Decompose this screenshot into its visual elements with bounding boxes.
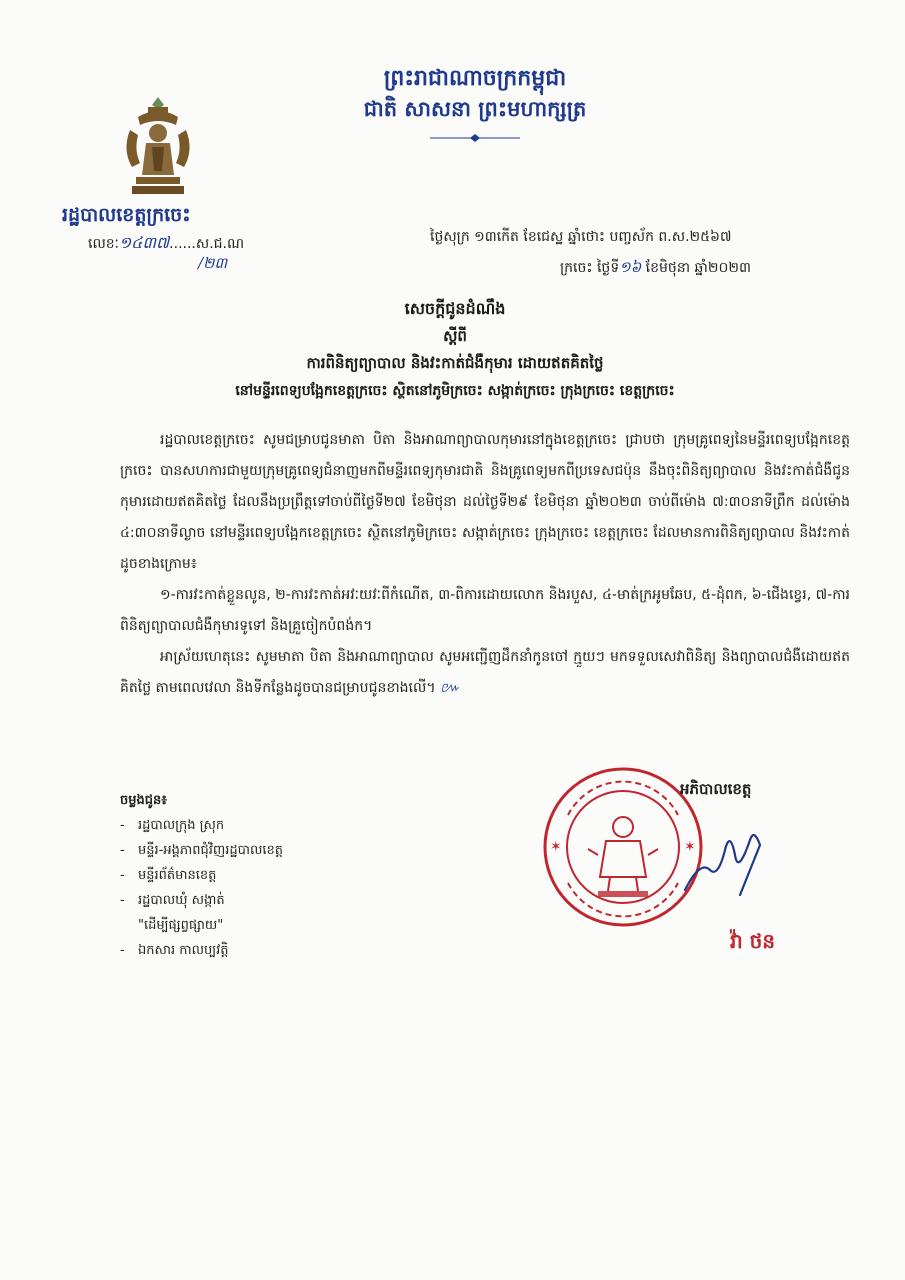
copy-to-item: - មន្ទីរ-អង្គភាពជុំវិញរដ្ឋបាលខេត្ត [120,843,283,858]
about-label: ស្តីពី [443,327,467,345]
ref-suffix: ......ស.ជ.ណ [169,236,245,252]
kingdom-name: ព្រះរាជាណាចក្រកម្ពុជា [383,65,567,91]
letterhead [270,62,680,146]
notice-title-block [60,295,850,405]
handwritten-signature-icon [680,820,770,900]
body-paragraph-3 [120,642,850,704]
document-type: សេចក្តីជូនដំណឹង [404,299,506,318]
ref-number: ១៤៣៧ [118,233,170,252]
copy-to-list [120,788,420,963]
end-mark: ៚ [440,680,460,696]
ref-year: /២៣ [198,254,228,272]
signatory-name: វ៉ា ថន [730,929,776,953]
royal-emblem-icon [118,95,198,200]
svg-text:✶: ✶ [550,839,562,855]
issuer-name: រដ្ឋបាលខេត្តក្រចេះ [62,204,191,226]
solar-date-prefix: ក្រចេះ ថ្ងៃទី [560,260,620,276]
body-paragraph-1: រដ្ឋបាលខេត្តក្រចេះ សូមជម្រាបជូនមាតា បិតា និងអាណាព្យាបាលកុមារនៅក្នុងខេត្តក្រចេះ ជ្រាបថា ក្រុមគ្រូពេទ្យនៃមន្ទីរពេទ្យបង្អែកខេត្តក្រចេះ បានសហការជាមួយក្រុមគ្រូពេទ្យជំនាញមកពីមន្ទីរពេទ្យកុមារជាតិ និងគ្រូពេទ្យមកពីប្រទេសជប៉ុន នឹងចុះពិនិត្យព្យាបាល និងវះកាត់ជំងឺជូនកុមារដោយឥតគិតថ្លៃ ដែលនឹងប្រព្រឹត្តទៅចាប់ពីថ្ងៃទី២៧ ខែមិថុនា ដល់ថ្ងៃទី២៩ ខែមិថុនា ឆ្នាំ២០២៣ ចាប់ពីម៉ោង ៧:៣០នាទីព្រឹក ដល់ម៉ោង ៤:៣០នាទីល្ងាច នៅមន្ទីរពេទ្យបង្អែកខេត្តក្រចេះ ស្ថិតនៅភូមិក្រចេះ សង្កាត់ក្រចេះ ក្រុងក្រចេះ ខេត្តក្រចេះ ដែលមានការពិនិត្យព្យាបាល និងវះកាត់ដូចខាងក្រោម៖ [120,432,850,572]
copy-to-item: - រដ្ឋបាលក្រុង ស្រុក [120,818,225,833]
copy-to-item: - ឯកសារ កាលប្បវត្តិ [120,943,229,958]
solar-day: ១៦ [619,258,642,276]
reference-number [88,232,318,272]
body-paragraph-3-text: អាស្រ័យហេតុនេះ សូមមាតា បិតា និងអាណាព្យាបាល សូមអញ្ជើញដឹកនាំកូនចៅ ក្មួយៗ មកទទួលសេវាពិនិត្យ និងព្យាបាលជំងឺដោយឥតគិតថ្លៃ តាមពេលវេលា និងទីកន្លែងដូចបានជម្រាបជូនខាងលើ។ [120,649,850,696]
solar-date [430,252,870,283]
lunar-date: ថ្ងៃសុក្រ ១៣កើត ខែជេស្ឋ ឆ្នាំថោះ បញ្ចស័ក ព.ស.២៥៦៧ [430,229,732,245]
copy-to-item: - រដ្ឋបាលឃុំ សង្កាត់ [120,893,225,908]
national-motto: ជាតិ សាសនា ព្រះមហាក្សត្រ [363,96,587,121]
subject-line-2: នៅមន្ទីរពេទ្យបង្អែកខេត្តក្រចេះ ស្ថិតនៅភូមិក្រចេះ សង្កាត់ក្រចេះ ក្រុងក្រចេះ ខេត្តក្រចេះ [235,383,675,399]
copy-to-note: "ដើម្បីផ្សព្វផ្សាយ" [138,918,224,933]
solar-date-suffix: ខែមិថុនា ឆ្នាំ២០២៣ [641,260,751,276]
ref-prefix: លេខៈ [88,236,119,252]
copy-to-heading: ចម្លងជូន៖ [120,793,167,808]
date-block [430,222,870,283]
subject-line-1: ការពិនិត្យព្យាបាល និងវះកាត់ជំងឺកុមារ ដោយឥតគិតថ្លៃ [306,354,604,372]
svg-text:✶: ✶ [684,839,696,855]
copy-to-item: - មន្ទីរព័ត៌មានខេត្ត [120,868,217,883]
signatory-title: អភិបាលខេត្ត [680,780,752,798]
ornament-divider [430,134,520,142]
body-paragraph-2: ១-ការវះកាត់ខ្លួនលូន, ២-ការវះកាត់អវៈយវៈពីកំណើត, ៣-ពិការដោយលោក និងរបួស, ៤-មាត់ក្រអូមឆែប, ៥-ដុំពក, ៦-ជើងខ្វេរ, ៧-ការពិនិត្យព្យាបាលជំងឺកុមារទូទៅ និងគ្រួចៀកបំពង់ក។ [120,587,850,634]
notice-body [120,425,850,704]
